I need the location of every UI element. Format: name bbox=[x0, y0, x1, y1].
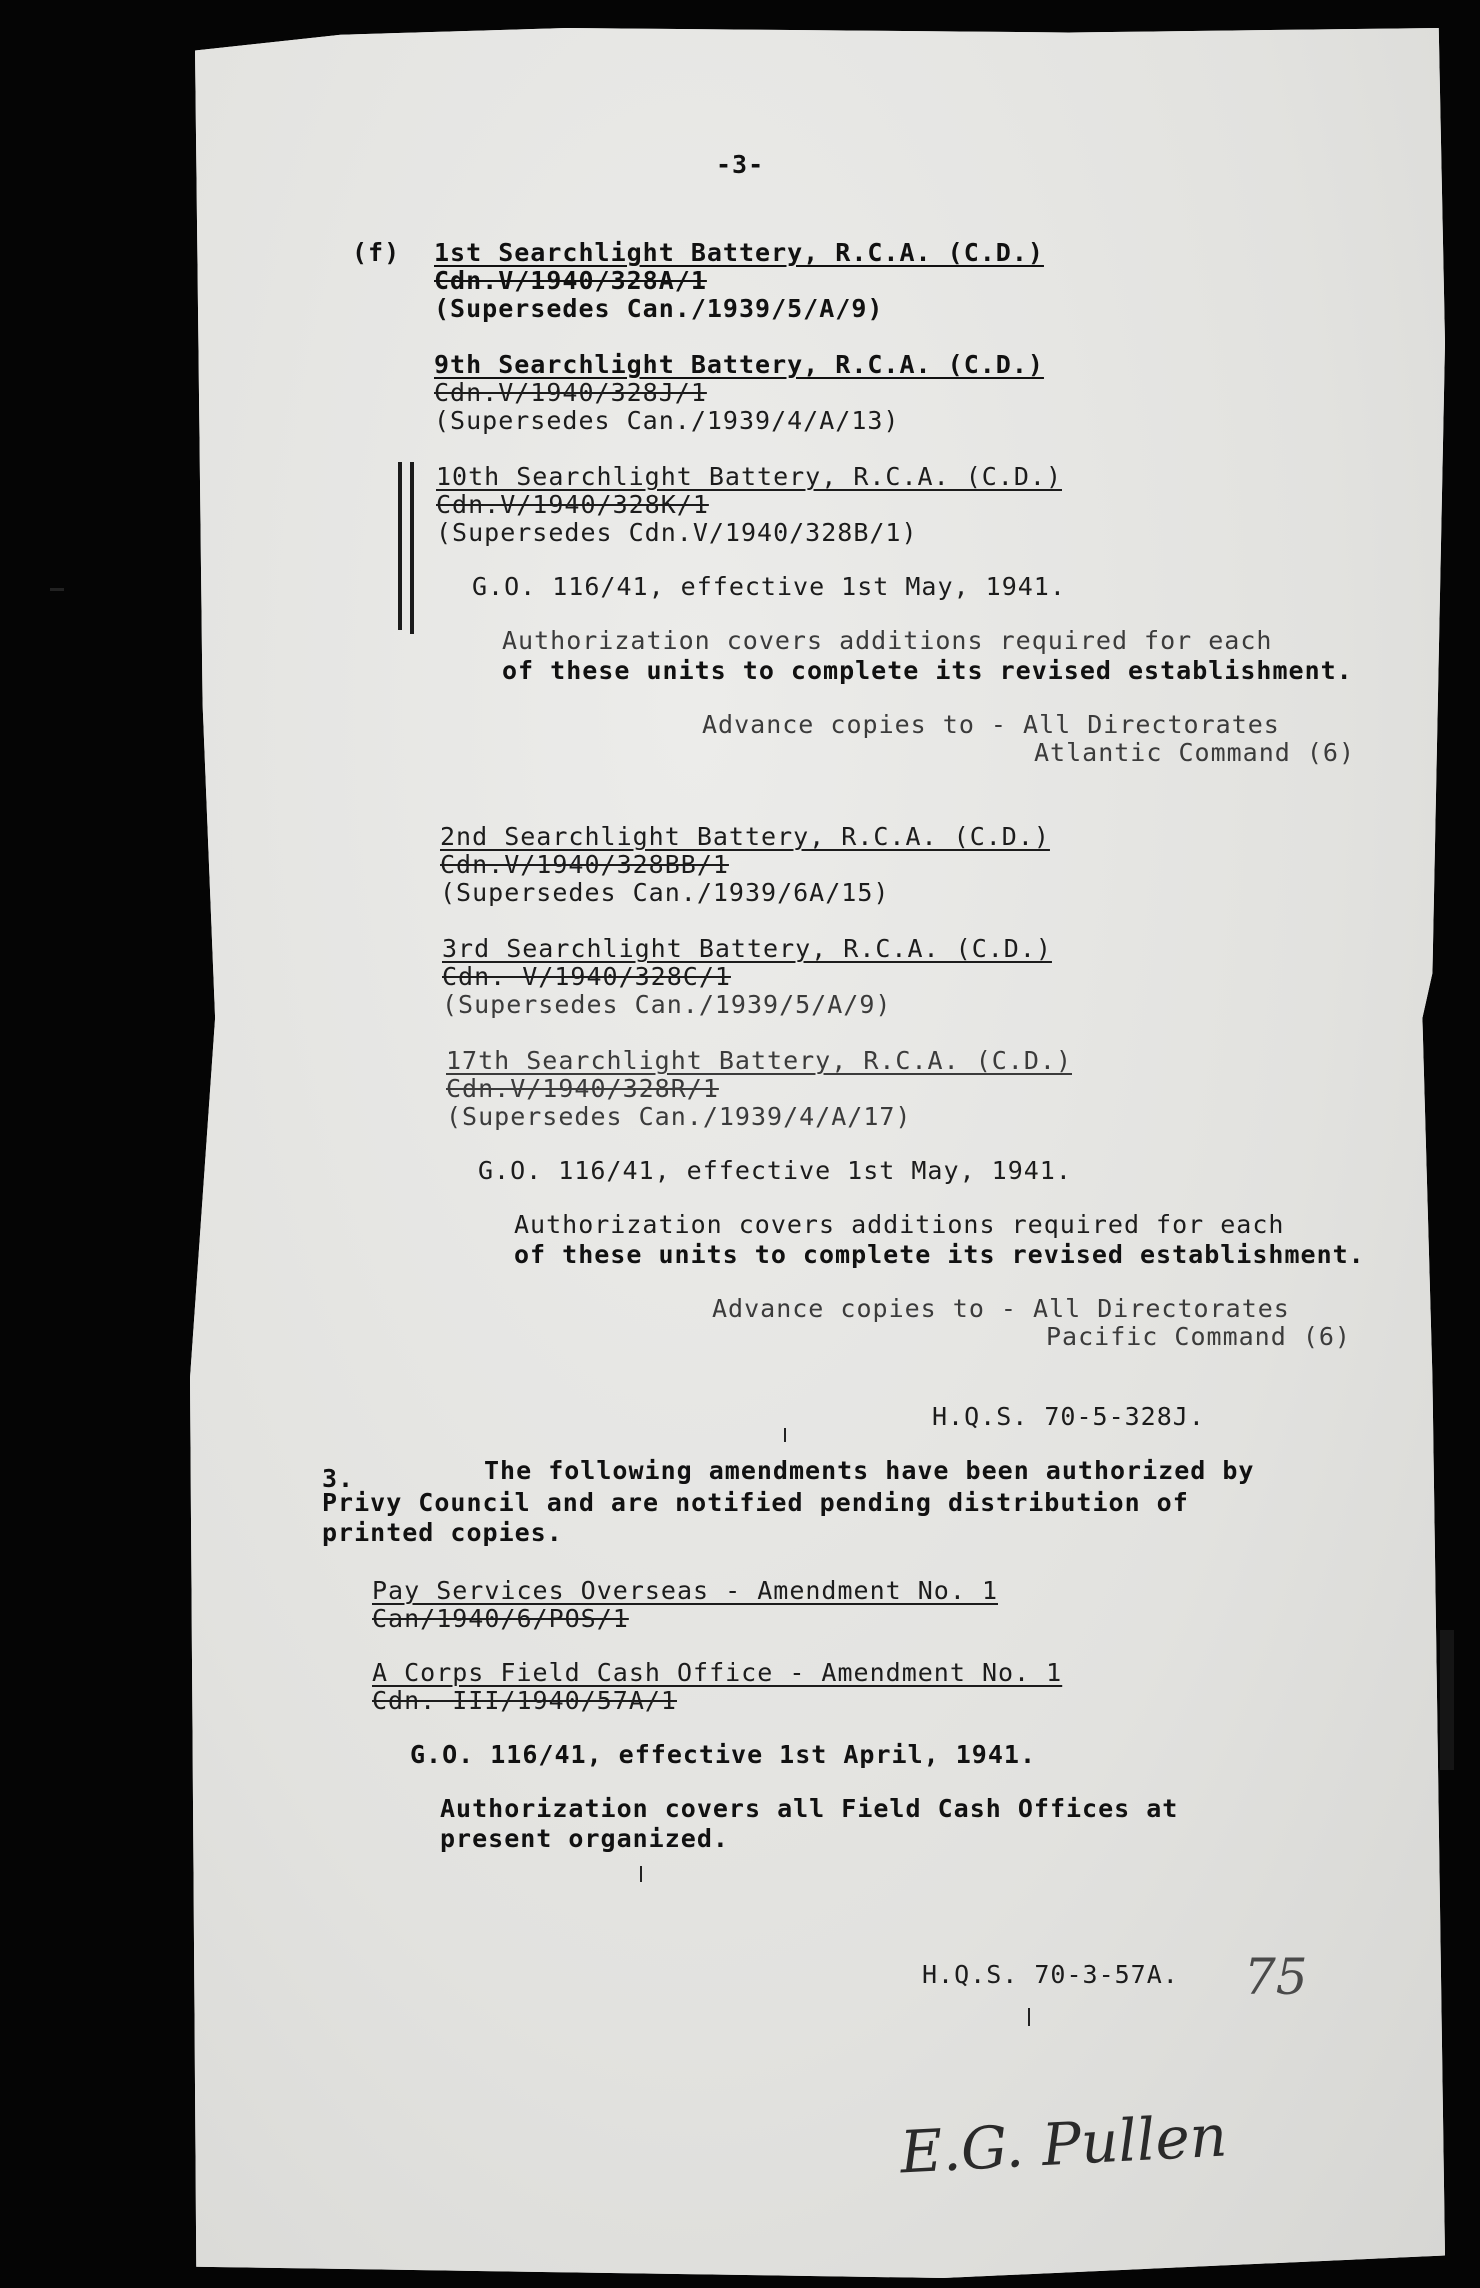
authorization-line: Authorization covers additions required for each bbox=[514, 1210, 1285, 1239]
authorization-line: of these units to complete its revised establishment. bbox=[514, 1240, 1365, 1269]
handwritten-signature: E.G. Pullen bbox=[898, 2101, 1229, 2187]
handwritten-page-mark: 75 bbox=[1244, 1948, 1308, 2006]
authorization-line: Authorization covers all Field Cash Offices at bbox=[440, 1794, 1179, 1823]
advance-copies: Advance copies to - All Directorates bbox=[712, 1294, 1290, 1323]
section-number: 3. bbox=[322, 1464, 355, 1493]
unit-supersedes: (Supersedes Can./1939/5/A/9) bbox=[434, 294, 884, 323]
unit-title: 17th Searchlight Battery, R.C.A. (C.D.) bbox=[446, 1046, 1072, 1075]
unit-ref: Cdn.V/1940/328R/1 bbox=[446, 1074, 719, 1103]
unit-ref: Cdn. V/1940/328C/1 bbox=[442, 962, 731, 991]
section-intro: The following amendments have been authorized by bbox=[484, 1456, 1255, 1485]
section-f-marker: (f) bbox=[352, 238, 401, 267]
scan-speck bbox=[1028, 2008, 1030, 2026]
unit-supersedes: (Supersedes Cdn.V/1940/328B/1) bbox=[436, 518, 918, 547]
unit-ref: Cdn.V/1940/328BB/1 bbox=[440, 850, 729, 879]
amendment-title: A Corps Field Cash Office - Amendment No. 1 bbox=[372, 1658, 1063, 1687]
section-intro: printed copies. bbox=[322, 1518, 563, 1547]
page-number: -3- bbox=[716, 150, 765, 179]
amendment-title: Pay Services Overseas - Amendment No. 1 bbox=[372, 1576, 998, 1605]
scan-speck bbox=[640, 1866, 642, 1882]
unit-title: 2nd Searchlight Battery, R.C.A. (C.D.) bbox=[440, 822, 1050, 851]
unit-supersedes: (Supersedes Can./1939/5/A/9) bbox=[442, 990, 892, 1019]
unit-title: 1st Searchlight Battery, R.C.A. (C.D.) bbox=[434, 238, 1044, 267]
unit-supersedes: (Supersedes Can./1939/4/A/17) bbox=[446, 1102, 912, 1131]
authorization-line: present organized. bbox=[440, 1824, 729, 1853]
scan-speck bbox=[784, 1428, 786, 1442]
amendment-ref: Cdn. III/1940/57A/1 bbox=[372, 1686, 677, 1715]
scan-edge-shadow bbox=[1440, 1630, 1454, 1770]
unit-title: 10th Searchlight Battery, R.C.A. (C.D.) bbox=[436, 462, 1062, 491]
unit-ref: Cdn.V/1940/328A/1 bbox=[434, 266, 707, 295]
unit-title: 9th Searchlight Battery, R.C.A. (C.D.) bbox=[434, 350, 1044, 379]
unit-supersedes: (Supersedes Can./1939/6A/15) bbox=[440, 878, 890, 907]
general-order: G.O. 116/41, effective 1st May, 1941. bbox=[472, 572, 1066, 601]
authorization-line: of these units to complete its revised establishment. bbox=[502, 656, 1353, 685]
scan-speck bbox=[50, 588, 64, 591]
amendment-ref: Can/1940/6/POS/1 bbox=[372, 1604, 629, 1633]
authorization-line: Authorization covers additions required for each bbox=[502, 626, 1273, 655]
file-reference: H.Q.S. 70-3-57A. bbox=[922, 1960, 1179, 1989]
general-order: G.O. 116/41, effective 1st April, 1941. bbox=[410, 1740, 1036, 1769]
unit-title: 3rd Searchlight Battery, R.C.A. (C.D.) bbox=[442, 934, 1052, 963]
advance-copies-recipient: Atlantic Command (6) bbox=[1034, 738, 1356, 767]
unit-ref: Cdn.V/1940/328J/1 bbox=[434, 378, 707, 407]
unit-supersedes: (Supersedes Can./1939/4/A/13) bbox=[434, 406, 900, 435]
file-reference: H.Q.S. 70-5-328J. bbox=[932, 1402, 1205, 1431]
section-intro: Privy Council and are notified pending distribution of bbox=[322, 1488, 1189, 1517]
margin-mark bbox=[398, 462, 402, 630]
general-order: G.O. 116/41, effective 1st May, 1941. bbox=[478, 1156, 1072, 1185]
advance-copies: Advance copies to - All Directorates bbox=[702, 710, 1280, 739]
advance-copies-recipient: Pacific Command (6) bbox=[1046, 1322, 1351, 1351]
unit-ref: Cdn.V/1940/328K/1 bbox=[436, 490, 709, 519]
margin-mark bbox=[410, 462, 414, 634]
